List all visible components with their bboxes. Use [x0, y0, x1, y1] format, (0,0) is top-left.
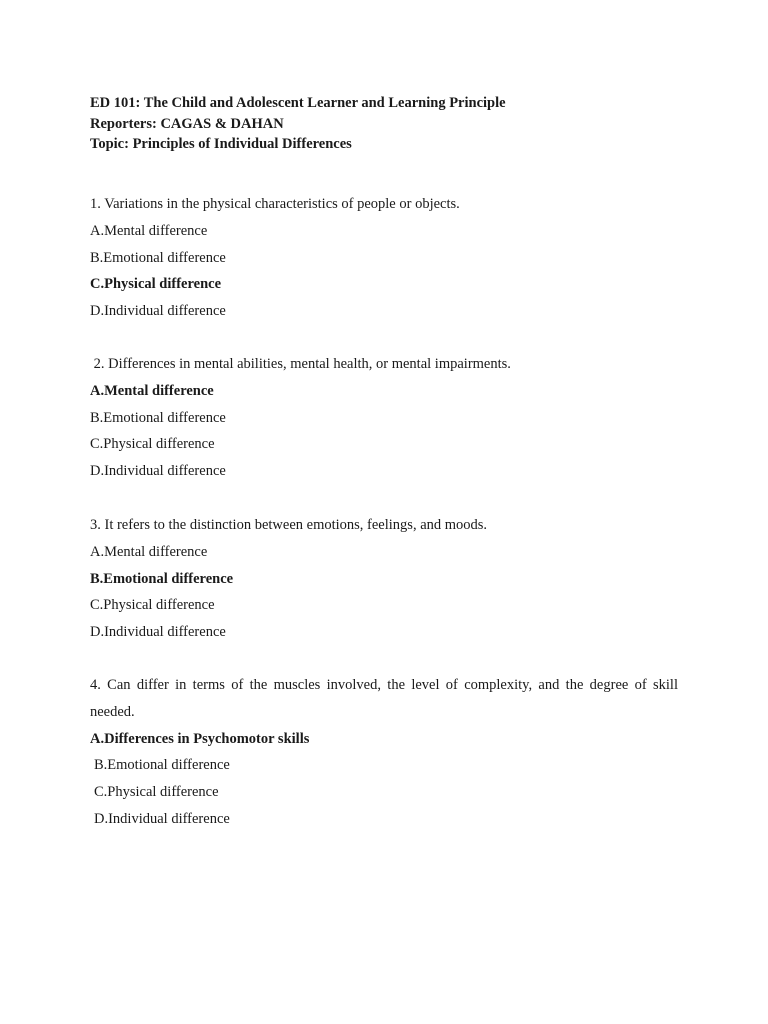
option-c: C.Physical difference — [90, 597, 215, 614]
option-a-correct: A.Differences in Psychomotor skills — [90, 730, 310, 747]
option-a-correct: A.Mental difference — [90, 382, 214, 399]
option-c: C.Physical difference — [90, 436, 215, 453]
option-b: B.Emotional difference — [90, 409, 226, 426]
question-2 — [90, 351, 678, 485]
option-a: A.Mental difference — [90, 543, 208, 560]
course-title: ED 101: The Child and Adolescent Learner and Learning Principle — [90, 95, 506, 111]
question-stem: 1. Variations in the physical characteristics of people or objects. — [90, 196, 460, 212]
question-4 — [90, 672, 678, 833]
option-d: D.Individual difference — [94, 810, 230, 827]
option-a: A.Mental difference — [90, 222, 208, 239]
option-b: B.Emotional difference — [90, 249, 226, 266]
option-b-correct: B.Emotional difference — [90, 570, 234, 587]
option-b: B.Emotional difference — [94, 757, 230, 774]
document-header — [90, 93, 506, 155]
option-c-correct: C.Physical difference — [90, 276, 222, 293]
reporters-line: Reporters: CAGAS & DAHAN — [90, 115, 284, 132]
option-d: D.Individual difference — [90, 303, 226, 320]
option-d: D.Individual difference — [90, 463, 226, 480]
option-c: C.Physical difference — [94, 784, 219, 801]
question-stem: 3. It refers to the distinction between emotions, feelings, and moods. — [90, 517, 488, 533]
topic-line: Topic: Principles of Individual Differences — [90, 136, 352, 152]
question-stem: 4. Can differ in terms of the muscles involved, the level of complexity, and the degree of skill needed. — [90, 677, 678, 720]
question-1 — [90, 191, 678, 325]
question-3 — [90, 512, 678, 646]
option-d: D.Individual difference — [90, 624, 226, 641]
question-stem: 2. Differences in mental abilities, mental health, or mental impairments. — [90, 356, 511, 372]
